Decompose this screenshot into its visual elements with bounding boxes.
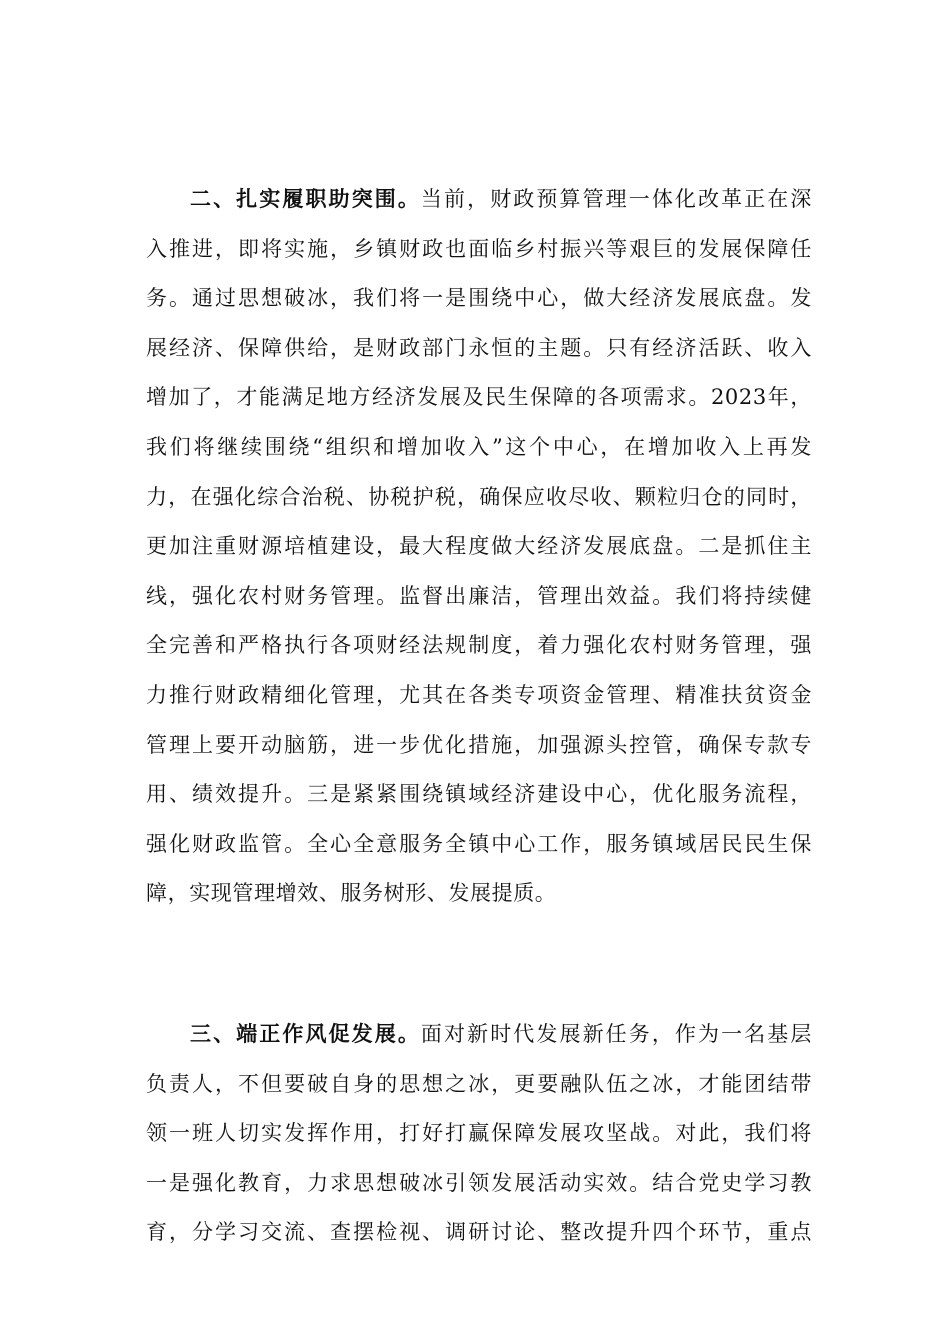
body-line: 障，实现管理增效、服务树形、发展提质。 bbox=[146, 881, 557, 906]
body-line: 强化财政监管。全心全意服务全镇中心工作，服务镇域居民民生保 bbox=[146, 831, 812, 856]
body-line: 一是强化教育，力求思想破冰引领发展活动实效。结合党史学习教 bbox=[146, 1170, 812, 1195]
body-line: 管理上要开动脑筋，进一步优化措施，加强源头控管，确保专款专 bbox=[146, 732, 812, 757]
body-line: 入推进，即将实施，乡镇财政也面临乡村振兴等艰巨的发展保障任 bbox=[146, 236, 812, 261]
body-text: 面对新时代发展新任务，作为一名基层 bbox=[420, 1022, 812, 1046]
body-line: 力推行财政精细化管理，尤其在各类专项资金管理、精准扶贫资金 bbox=[146, 682, 812, 707]
body-line: 力，在强化综合治税、协税护税，确保应收尽收、颗粒归仓的同时， bbox=[146, 484, 812, 509]
body-line: 领一班人切实发挥作用，打好打赢保障发展攻坚战。对此，我们将 bbox=[146, 1121, 812, 1146]
section-heading: 三、端正作风促发展。 bbox=[190, 1022, 421, 1046]
body-line: 务。通过思想破冰，我们将一是围绕中心，做大经济发展底盘。发 bbox=[146, 286, 812, 311]
body-line: 育，分学习交流、查摆检视、调研讨论、整改提升四个环节，重点 bbox=[146, 1220, 812, 1245]
section-paragraph-2 bbox=[146, 175, 812, 919]
body-line: 线，强化农村财务管理。监督出廉洁，管理出效益。我们将持续健 bbox=[146, 583, 812, 608]
body-line: 我们将继续围绕“组织和增加收入”这个中心，在增加收入上再发 bbox=[146, 434, 812, 459]
section-paragraph-3 bbox=[146, 1010, 812, 1258]
body-line: 展经济、保障供给，是财政部门永恒的主题。只有经济活跃、收入 bbox=[146, 335, 812, 360]
body-line: 负责人，不但要破自身的思想之冰，更要融队伍之冰，才能团结带 bbox=[146, 1071, 812, 1096]
paragraph-first-line bbox=[146, 175, 812, 225]
body-line: 全完善和严格执行各项财经法规制度，着力强化农村财务管理，强 bbox=[146, 633, 812, 658]
body-line: 更加注重财源培植建设，最大程度做大经济发展底盘。二是抓住主 bbox=[146, 534, 812, 559]
body-line: 增加了，才能满足地方经济发展及民生保障的各项需求。2023年， bbox=[146, 385, 812, 410]
paragraph-first-line bbox=[146, 1010, 812, 1060]
body-line: 用、绩效提升。三是紧紧围绕镇域经济建设中心，优化服务流程， bbox=[146, 782, 812, 807]
body-text: 当前，财政预算管理一体化改革正在深 bbox=[420, 187, 812, 211]
section-heading: 二、扎实履职助突围。 bbox=[190, 187, 421, 211]
